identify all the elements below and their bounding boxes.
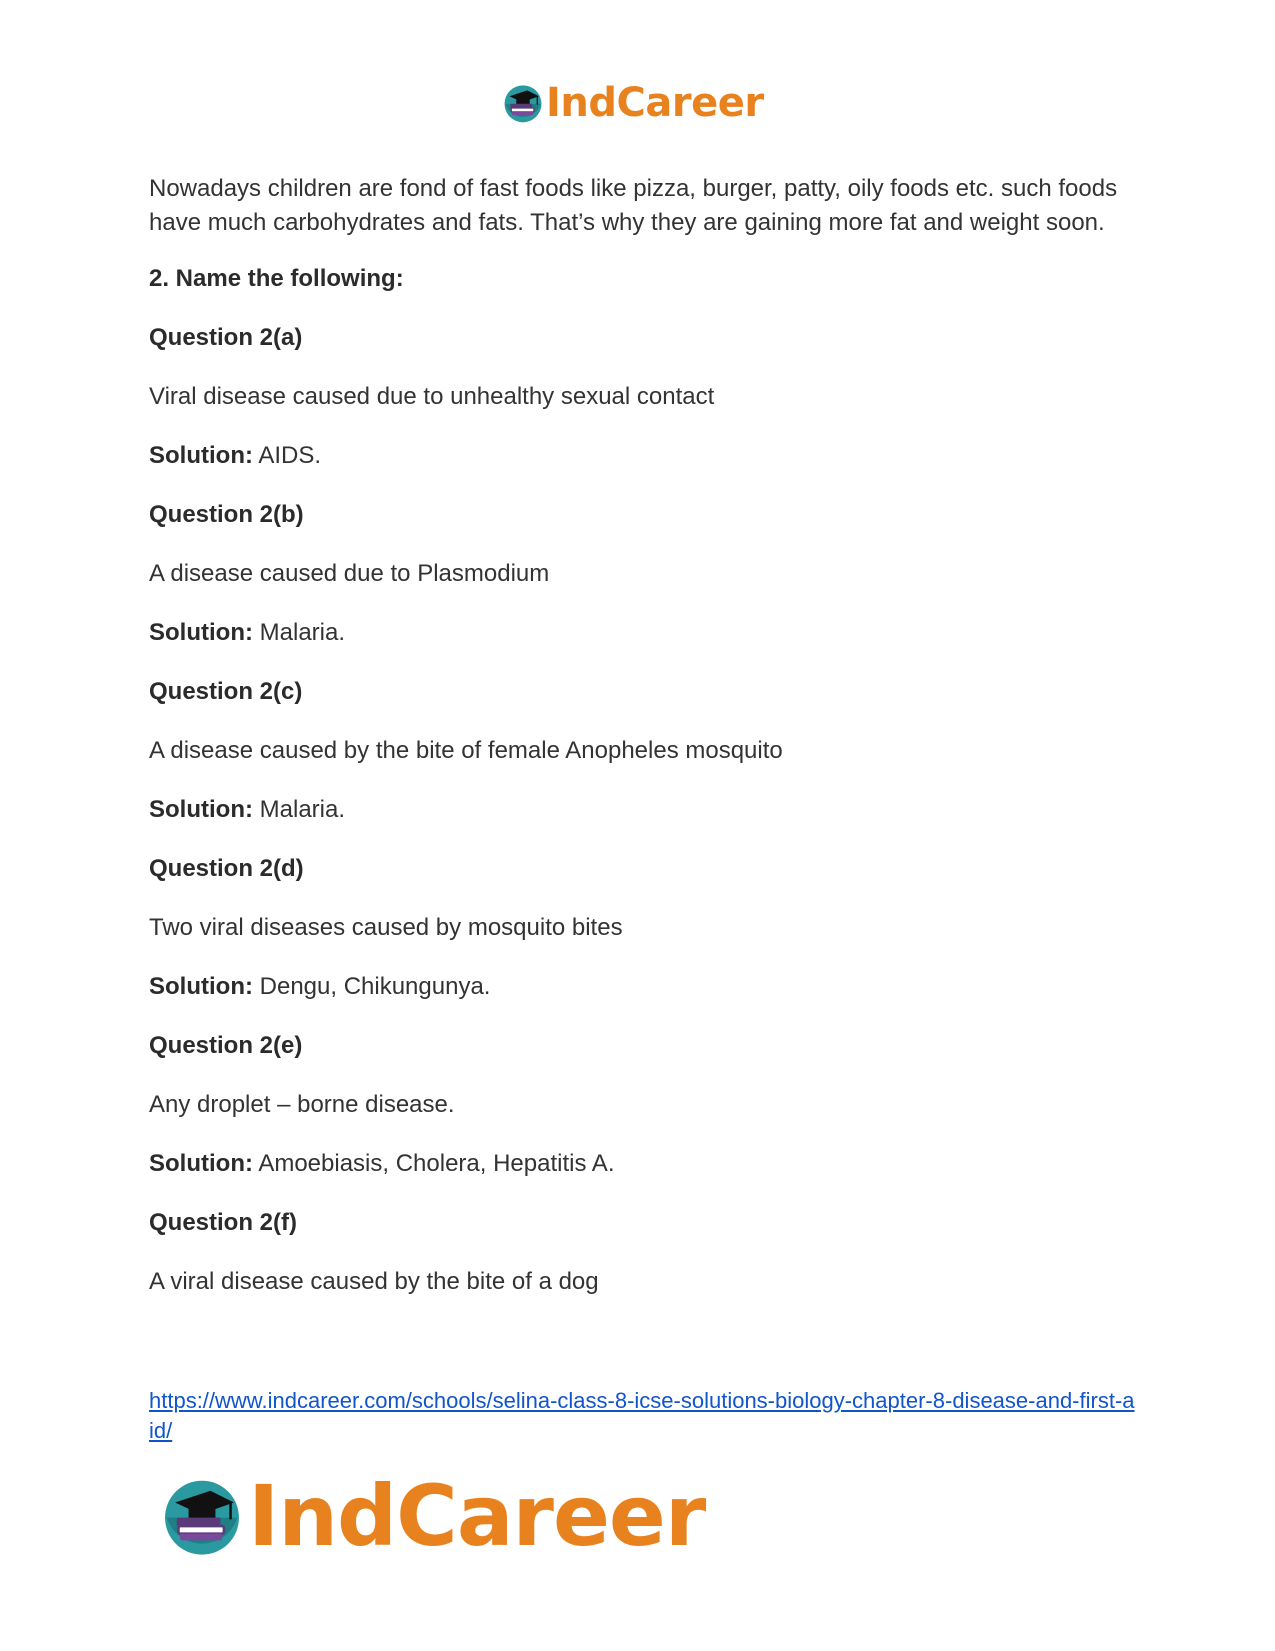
header-logo [502, 78, 764, 128]
intro-paragraph: Nowadays children are fond of fast foods like pizza, burger, patty, oily foods etc. such foods have much carbohydrates and fats. That’s why they are gaining more fat and weight soon. [149, 175, 1118, 236]
question-text: A disease caused by the bite of female Anopheles mosquito [149, 737, 783, 764]
solution-text: AIDS. [258, 442, 321, 469]
question-label: Question 2(f) [149, 1209, 297, 1236]
question-text: A disease caused due to Plasmodium [149, 560, 550, 587]
solution-text: Dengu, Chikungunya. [259, 973, 491, 1000]
section-heading: 2. Name the following: [149, 265, 404, 292]
question-text: Viral disease caused due to unhealthy sexual contact [149, 383, 715, 410]
source-link[interactable]: https://www.indcareer.com/schools/selina-class-8-icse-solutions-biology-chapter-8-disease-and-first-aid/ [149, 1388, 1135, 1443]
question-label: Question 2(e) [149, 1032, 303, 1059]
solution-label: Solution: [149, 442, 253, 469]
logo-wordmark: IndCareer [546, 80, 764, 126]
solution-text: Malaria. [259, 619, 345, 646]
solution-line [149, 793, 1129, 827]
solution-text: Amoebiasis, Cholera, Hepatitis A. [258, 1150, 615, 1177]
logo-wordmark: IndCareer [248, 1467, 706, 1565]
solution-line [149, 1147, 1129, 1181]
solution-label: Solution: [149, 1150, 253, 1177]
question-label: Question 2(b) [149, 501, 304, 528]
solution-line [149, 616, 1129, 650]
solution-line [149, 970, 1129, 1004]
footer-logo [160, 1466, 705, 1566]
document-body [149, 172, 1129, 1324]
solution-label: Solution: [149, 796, 253, 823]
question-label: Question 2(d) [149, 855, 304, 882]
solution-text: Malaria. [259, 796, 345, 823]
graduation-cap-icon [160, 1474, 244, 1558]
solution-line [149, 439, 1129, 473]
graduation-cap-icon [502, 82, 544, 124]
solution-label: Solution: [149, 973, 253, 1000]
question-label: Question 2(a) [149, 324, 303, 351]
question-label: Question 2(c) [149, 678, 303, 705]
question-text: Any droplet – borne disease. [149, 1091, 455, 1118]
solution-label: Solution: [149, 619, 253, 646]
question-text: Two viral diseases caused by mosquito bites [149, 914, 623, 941]
question-text: A viral disease caused by the bite of a dog [149, 1268, 599, 1295]
